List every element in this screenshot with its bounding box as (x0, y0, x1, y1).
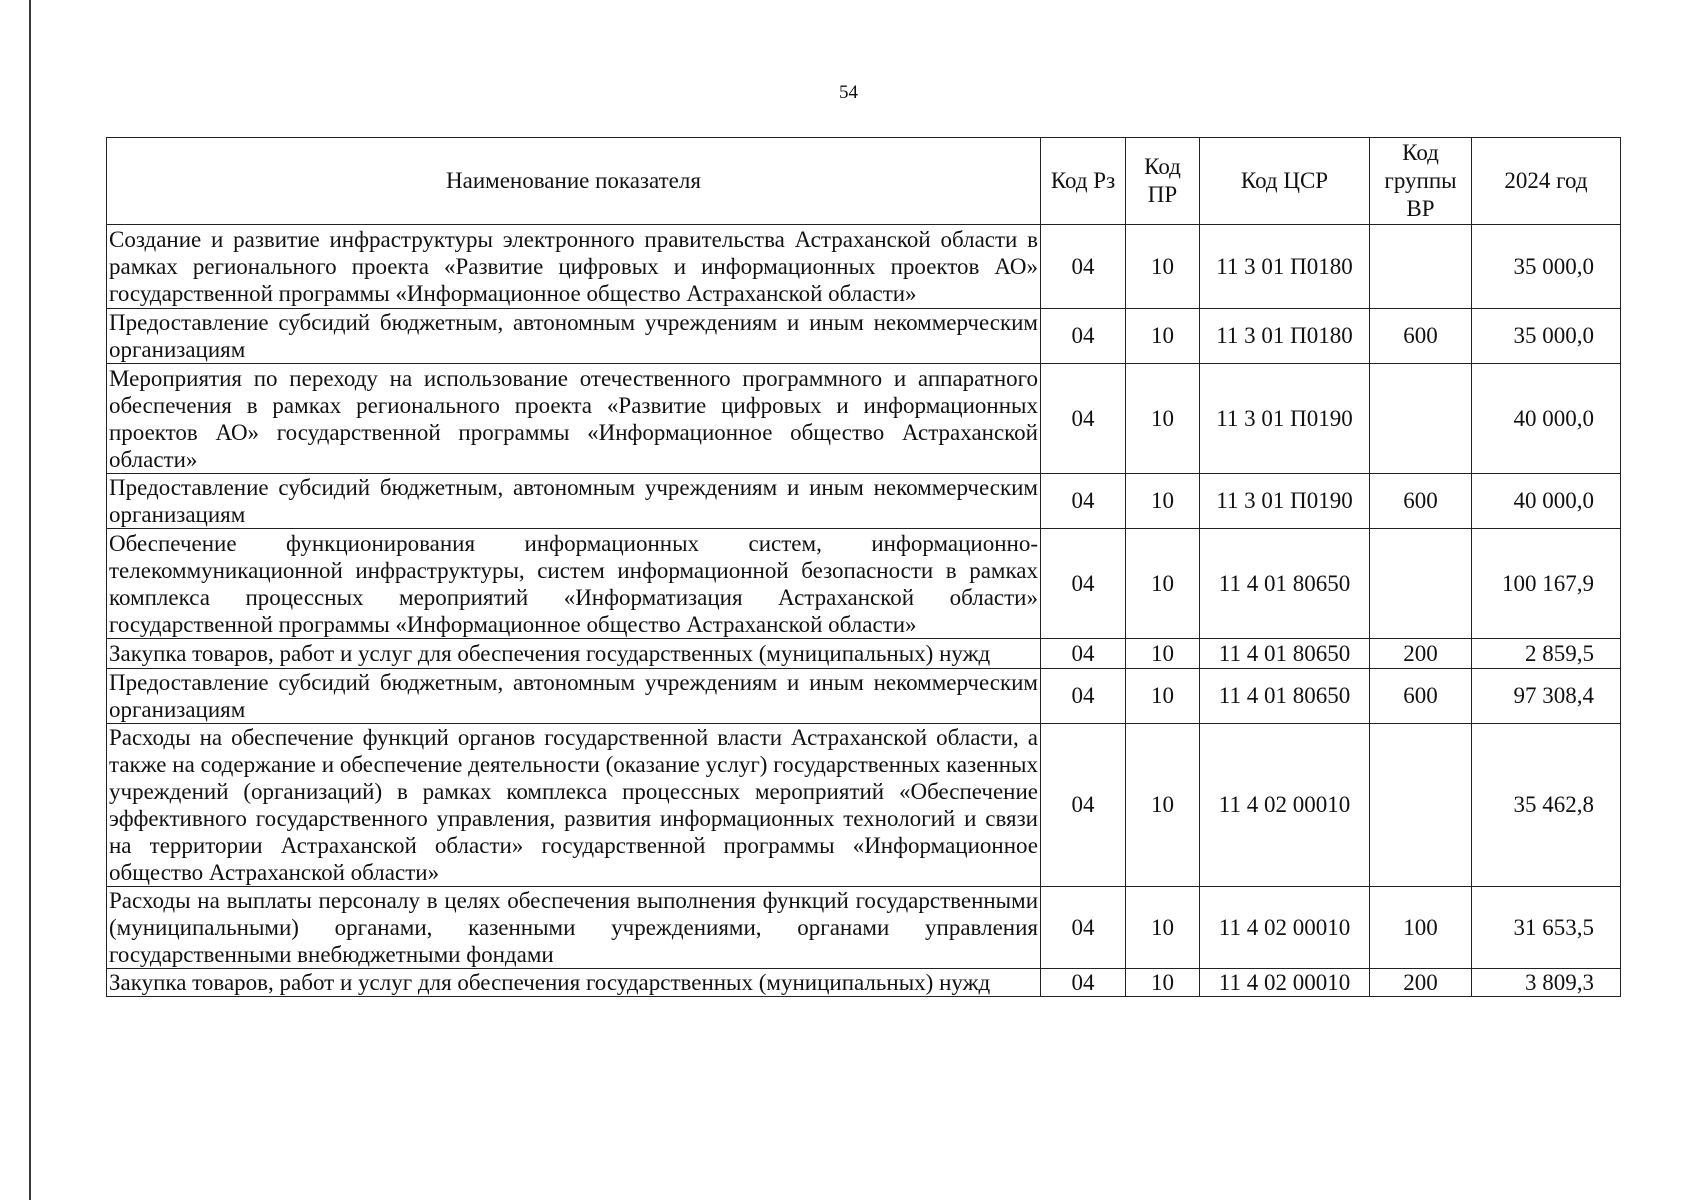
table-row (107, 364, 1621, 474)
cell-code-csr: 11 3 01 П0180 (1200, 225, 1370, 309)
cell-code-pr: 10 (1126, 669, 1200, 724)
cell-name: Мероприятия по переходу на использование отечественного программного и аппаратного обеспечения в рамках регионального проекта «Развитие цифровых и информационных проектов АО» государственной программы «Информационное общество Астраханской области» (107, 364, 1041, 474)
table-row (107, 474, 1621, 529)
cell-code-rz: 04 (1041, 887, 1126, 969)
cell-code-pr: 10 (1126, 969, 1200, 997)
header-name: Наименование показателя (107, 138, 1041, 225)
cell-code-rz: 04 (1041, 724, 1126, 887)
cell-code-pr: 10 (1126, 529, 1200, 639)
cell-code-vr (1370, 364, 1472, 474)
cell-code-vr: 200 (1370, 969, 1472, 997)
cell-code-rz: 04 (1041, 529, 1126, 639)
cell-code-vr: 600 (1370, 309, 1472, 364)
cell-code-rz: 04 (1041, 364, 1126, 474)
cell-code-csr: 11 4 01 80650 (1200, 669, 1370, 724)
cell-amount: 40 000,0 (1472, 364, 1621, 474)
cell-code-csr: 11 3 01 П0190 (1200, 364, 1370, 474)
cell-amount: 3 809,3 (1472, 969, 1621, 997)
cell-code-pr: 10 (1126, 364, 1200, 474)
cell-code-pr: 10 (1126, 887, 1200, 969)
cell-amount: 100 167,9 (1472, 529, 1621, 639)
budget-table (106, 137, 1621, 997)
header-code-pr (1126, 138, 1200, 225)
cell-amount: 35 000,0 (1472, 225, 1621, 309)
page-margin-line (29, 0, 31, 1200)
cell-name: Создание и развитие инфраструктуры электронного правительства Астраханской области в рамках регионального проекта «Развитие цифровых и информационных проектов АО» государственной программы «Информационное общество Астраханской области» (107, 225, 1041, 309)
header-code-vr (1370, 138, 1472, 225)
cell-code-rz: 04 (1041, 669, 1126, 724)
cell-name: Предоставление субсидий бюджетным, автономным учреждениям и иным некоммерческим организациям (107, 309, 1041, 364)
cell-name: Расходы на выплаты персоналу в целях обеспечения выполнения функций государственными (муниципальными) органами, казенными учреждениями, органами управления государственными внебюджетными фондами (107, 887, 1041, 969)
cell-code-pr: 10 (1126, 474, 1200, 529)
cell-code-pr: 10 (1126, 309, 1200, 364)
header-code-pr-label: Код ПР (1144, 154, 1181, 207)
table-header-row (107, 138, 1621, 225)
cell-code-vr (1370, 225, 1472, 309)
cell-code-csr: 11 4 01 80650 (1200, 639, 1370, 669)
cell-code-vr (1370, 724, 1472, 887)
cell-code-csr: 11 3 01 П0190 (1200, 474, 1370, 529)
cell-code-csr: 11 3 01 П0180 (1200, 309, 1370, 364)
page-number: 54 (839, 82, 858, 103)
cell-code-vr (1370, 529, 1472, 639)
cell-code-csr: 11 4 02 00010 (1200, 887, 1370, 969)
header-code-vr-label: Код группы ВР (1384, 140, 1457, 221)
cell-code-vr: 100 (1370, 887, 1472, 969)
table-row (107, 969, 1621, 997)
table-row (107, 669, 1621, 724)
cell-code-pr: 10 (1126, 639, 1200, 669)
cell-name: Предоставление субсидий бюджетным, автономным учреждениям и иным некоммерческим организациям (107, 669, 1041, 724)
table-row (107, 887, 1621, 969)
cell-code-rz: 04 (1041, 969, 1126, 997)
cell-code-vr: 200 (1370, 639, 1472, 669)
cell-code-csr: 11 4 01 80650 (1200, 529, 1370, 639)
table-row (107, 309, 1621, 364)
cell-amount: 40 000,0 (1472, 474, 1621, 529)
cell-code-rz: 04 (1041, 309, 1126, 364)
header-code-csr: Код ЦСР (1200, 138, 1370, 225)
table-body (107, 225, 1621, 997)
cell-amount: 35 000,0 (1472, 309, 1621, 364)
header-year: 2024 год (1472, 138, 1621, 225)
cell-name: Обеспечение функционирования информационных систем, информационно-телекоммуникационной инфраструктуры, систем информационной безопасности в рамках комплекса процессных мероприятий «Информатизация Астраханской области» государственной программы «Информационное общество Астраханской области» (107, 529, 1041, 639)
cell-code-pr: 10 (1126, 724, 1200, 887)
cell-name: Расходы на обеспечение функций органов государственной власти Астраханской области, а также на содержание и обеспечение деятельности (оказание услуг) государственных казенных учреждений (организаций) в рамках комплекса процессных мероприятий «Обеспечение эффективного государственного управления, развития информационных технологий и связи на территории Астраханской области» государственной программы «Информационное общество Астраханской области» (107, 724, 1041, 887)
table-row (107, 639, 1621, 669)
cell-code-rz: 04 (1041, 639, 1126, 669)
table-row (107, 529, 1621, 639)
cell-code-rz: 04 (1041, 225, 1126, 309)
cell-name: Предоставление субсидий бюджетным, автономным учреждениям и иным некоммерческим организациям (107, 474, 1041, 529)
cell-amount: 35 462,8 (1472, 724, 1621, 887)
cell-amount: 31 653,5 (1472, 887, 1621, 969)
cell-code-rz: 04 (1041, 474, 1126, 529)
table-row (107, 724, 1621, 887)
cell-code-csr: 11 4 02 00010 (1200, 969, 1370, 997)
cell-code-pr: 10 (1126, 225, 1200, 309)
header-code-rz: Код Рз (1041, 138, 1126, 225)
cell-amount: 2 859,5 (1472, 639, 1621, 669)
cell-name: Закупка товаров, работ и услуг для обеспечения государственных (муниципальных) нужд (107, 639, 1041, 669)
cell-code-vr: 600 (1370, 474, 1472, 529)
cell-amount: 97 308,4 (1472, 669, 1621, 724)
table-row (107, 225, 1621, 309)
cell-code-vr: 600 (1370, 669, 1472, 724)
cell-name: Закупка товаров, работ и услуг для обеспечения государственных (муниципальных) нужд (107, 969, 1041, 997)
cell-code-csr: 11 4 02 00010 (1200, 724, 1370, 887)
